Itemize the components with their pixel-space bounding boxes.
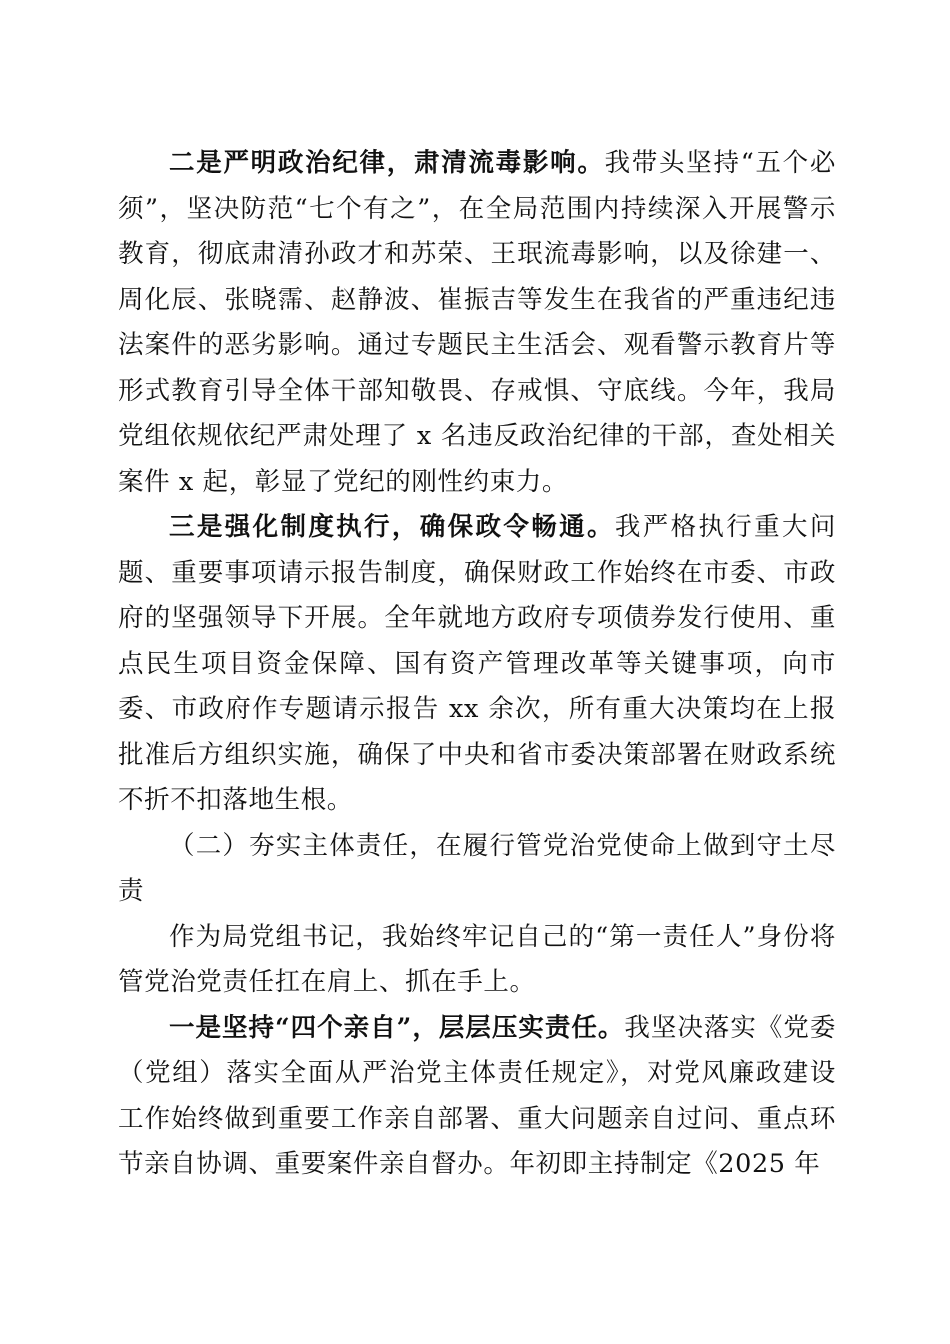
section-heading (118, 824, 836, 915)
document-body (118, 141, 836, 1188)
paragraph-text: 我严格执行重大问题、重要事项请示报告制度，确保财政工作始终在市委、市政府的坚强领导下开展。全年就地方政府专项债券发行使用、重点民生项目资金保障、国有资产管理改革等关键事项，向市委、市政府作专题请示报告 xx 余次，所有重大决策均在上报批准后方组织实施，确保了中央和省市委决策部署在财政系统不折不扣落地生根。 (118, 512, 836, 815)
paragraph-system-execution (118, 505, 836, 824)
paragraph-text: 我带头坚持“五个必须”，坚决防范“七个有之”，在全局范围内持续深入开展警示教育，彻底肃清孙政才和苏荣、王珉流毒影响，以及徐建一、周化辰、张晓霈、赵静波、崔振吉等发生在我省的严重违纪违法案件的恶劣影响。通过专题民主生活会、观看警示教育片等形式教育引导全体干部知敬畏、存戒惧、守底线。今年，我局党组依规依纪严肃处理了 x 名违反政治纪律的干部，查处相关案件 x 起，彰显了党纪的刚性约束力。 (118, 148, 836, 497)
section-heading-text: （二）夯实主体责任，在履行管党治党使命上做到守土尽责 (118, 830, 836, 906)
paragraph-four-personal (118, 1006, 836, 1188)
paragraph-text: 作为局党组书记，我始终牢记自己的“第一责任人”身份将管党治党责任扛在肩上、抓在手上。 (118, 921, 836, 997)
paragraph-political-discipline (118, 141, 836, 505)
paragraph-lead: 一是坚持“四个亲自”，层层压实责任。 (169, 1012, 625, 1043)
paragraph-lead: 三是强化制度执行，确保政令畅通。 (169, 512, 615, 542)
paragraph-text: 我坚决落实《党委（党组）落实全面从严治党主体责任规定》，对党风廉政建设工作始终做到重要工作亲自部署、重大问题亲自过问、重点环节亲自协调、重要案件亲自督办。年初即主持制定《2025 年 (118, 1012, 836, 1179)
paragraph-lead: 二是严明政治纪律，肃清流毒影响。 (169, 148, 605, 178)
paragraph-first-responsible (118, 915, 836, 1006)
